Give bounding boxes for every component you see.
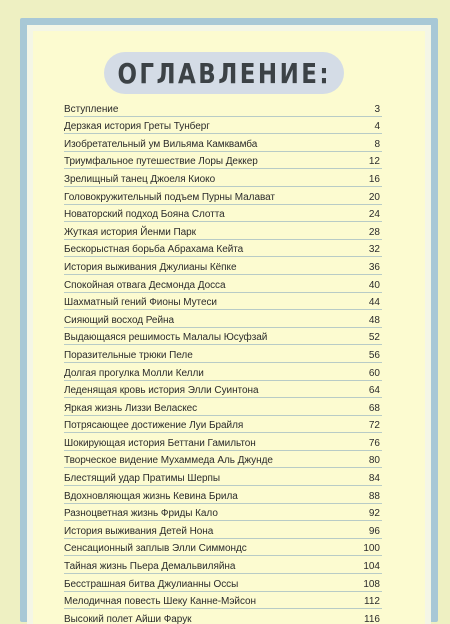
toc-entry-page-number: 96	[368, 525, 380, 537]
toc-entry-page-number: 44	[368, 297, 380, 309]
toc-entry-page-number: 100	[363, 543, 380, 555]
toc-entry-page-number: 64	[368, 385, 380, 397]
toc-entry-title: Спокойная отвага Десмонда Досса	[64, 279, 226, 291]
toc-entry[interactable]	[64, 240, 382, 258]
toc-entry-title: Выдающаяся решимость Малалы Юсуфзай	[64, 332, 268, 344]
toc-entry-title: История выживания Детей Нона	[64, 525, 214, 537]
title-banner	[104, 52, 344, 94]
toc-entry-title: Новаторский подход Бояна Слотта	[64, 209, 225, 221]
toc-entry-page-number: 52	[368, 332, 380, 344]
toc-entry[interactable]	[64, 187, 382, 205]
toc-entry-title: Вступление	[64, 103, 119, 115]
toc-entry-page-number: 84	[368, 473, 380, 485]
toc-entry-title: Яркая жизнь Лиззи Веласкес	[64, 402, 198, 414]
toc-entry-title: Жуткая история Йенми Парк	[64, 226, 196, 238]
toc-entry-page-number: 116	[364, 613, 380, 624]
toc-entry[interactable]	[64, 556, 382, 574]
toc-entry-title: Сенсационный заплыв Элли Симмондс	[64, 543, 247, 555]
toc-entry-page-number: 104	[363, 561, 380, 573]
toc-entry-page-number: 108	[363, 578, 380, 590]
toc-entry-title: Долгая прогулка Молли Келли	[64, 367, 204, 379]
toc-entry-page-number: 68	[368, 402, 380, 414]
toc-entry[interactable]	[64, 134, 382, 152]
toc-entry-page-number: 4	[374, 121, 380, 133]
toc-entry-page-number: 48	[368, 314, 380, 326]
toc-entry[interactable]	[64, 328, 382, 346]
toc-entry-title: Шокирующая история Беттани Гамильтон	[64, 437, 256, 449]
toc-entry-title: История выживания Джулианы Кёпке	[64, 261, 237, 273]
toc-entry[interactable]	[64, 222, 382, 240]
toc-entry[interactable]	[64, 451, 382, 469]
toc-entry-page-number: 12	[368, 156, 380, 168]
toc-entry-title: Вдохновляющая жизнь Кевина Брила	[64, 490, 238, 502]
toc-entry[interactable]	[64, 486, 382, 504]
toc-entry[interactable]	[64, 275, 382, 293]
toc-entry-title: Творческое видение Мухаммеда Аль Джунде	[64, 455, 273, 467]
toc-entry-title: Высокий полет Айши Фарук	[64, 613, 192, 624]
toc-entry-title: Блестящий удар Пратимы Шерпы	[64, 473, 221, 485]
toc-entry-page-number: 36	[368, 261, 380, 273]
toc-entry-page-number: 3	[374, 103, 380, 115]
toc-entry-title: Леденящая кровь история Элли Суинтона	[64, 385, 259, 397]
toc-entry-title: Бескорыстная борьба Абрахама Кейта	[64, 244, 244, 256]
toc-entry[interactable]	[64, 363, 382, 381]
toc-entry[interactable]	[64, 169, 382, 187]
toc-entry-page-number: 76	[368, 437, 380, 449]
toc-entry-title: Потрясающее достижение Луи Брайля	[64, 420, 244, 432]
toc-entry-page-number: 16	[368, 173, 380, 185]
toc-entry-title: Шахматный гений Фионы Мутеси	[64, 297, 217, 309]
table-of-contents	[64, 99, 382, 624]
toc-entry-page-number: 112	[364, 596, 380, 608]
toc-entry-page-number: 56	[368, 349, 380, 361]
toc-entry[interactable]	[64, 521, 382, 539]
toc-entry[interactable]	[64, 345, 382, 363]
toc-entry[interactable]	[64, 310, 382, 328]
toc-entry-page-number: 88	[368, 490, 380, 502]
toc-entry[interactable]	[64, 205, 382, 223]
toc-entry[interactable]	[64, 574, 382, 592]
toc-entry-page-number: 60	[368, 367, 380, 379]
toc-entry-title: Тайная жизнь Пьера Демальвиляйна	[64, 561, 236, 573]
toc-entry-title: Сияющий восход Рейна	[64, 314, 174, 326]
toc-entry-title: Дерзкая история Греты Тунберг	[64, 121, 210, 133]
page-title: ОГЛАВЛЕНИЕ:	[117, 56, 331, 90]
toc-entry-page-number: 28	[368, 226, 380, 238]
toc-entry-page-number: 92	[368, 508, 380, 520]
toc-entry-title: Мелодичная повесть Шеку Канне-Мэйсон	[64, 596, 257, 608]
toc-entry-page-number: 32	[368, 244, 380, 256]
toc-entry[interactable]	[64, 257, 382, 275]
toc-entry-page-number: 72	[368, 420, 380, 432]
toc-entry[interactable]	[64, 609, 382, 624]
toc-entry[interactable]	[64, 398, 382, 416]
toc-entry[interactable]	[64, 152, 382, 170]
toc-entry-title: Бесстрашная битва Джулианны Оссы	[64, 578, 239, 590]
toc-entry-title: Разноцветная жизнь Фриды Кало	[64, 508, 218, 520]
toc-entry[interactable]	[64, 539, 382, 557]
toc-entry-title: Поразительные трюки Пеле	[64, 349, 193, 361]
toc-entry[interactable]	[64, 592, 382, 610]
toc-entry[interactable]	[64, 293, 382, 311]
toc-entry-page-number: 24	[368, 209, 380, 221]
toc-entry-title: Изобретательный ум Вильяма Камквамба	[64, 138, 258, 150]
toc-entry-page-number: 80	[368, 455, 380, 467]
toc-entry[interactable]	[64, 416, 382, 434]
toc-entry-page-number: 40	[368, 279, 380, 291]
toc-entry[interactable]	[64, 468, 382, 486]
toc-entry[interactable]	[64, 381, 382, 399]
toc-entry[interactable]	[64, 99, 382, 117]
toc-entry[interactable]	[64, 117, 382, 135]
toc-entry-title: Триумфальное путешествие Лоры Деккер	[64, 156, 258, 168]
toc-entry-page-number: 8	[374, 138, 380, 150]
toc-entry-title: Головокружительный подъем Пурны Малават	[64, 191, 275, 203]
toc-entry[interactable]	[64, 433, 382, 451]
toc-entry-title: Зрелищный танец Джоеля Киоко	[64, 173, 216, 185]
toc-entry-page-number: 20	[368, 191, 380, 203]
toc-entry[interactable]	[64, 504, 382, 522]
